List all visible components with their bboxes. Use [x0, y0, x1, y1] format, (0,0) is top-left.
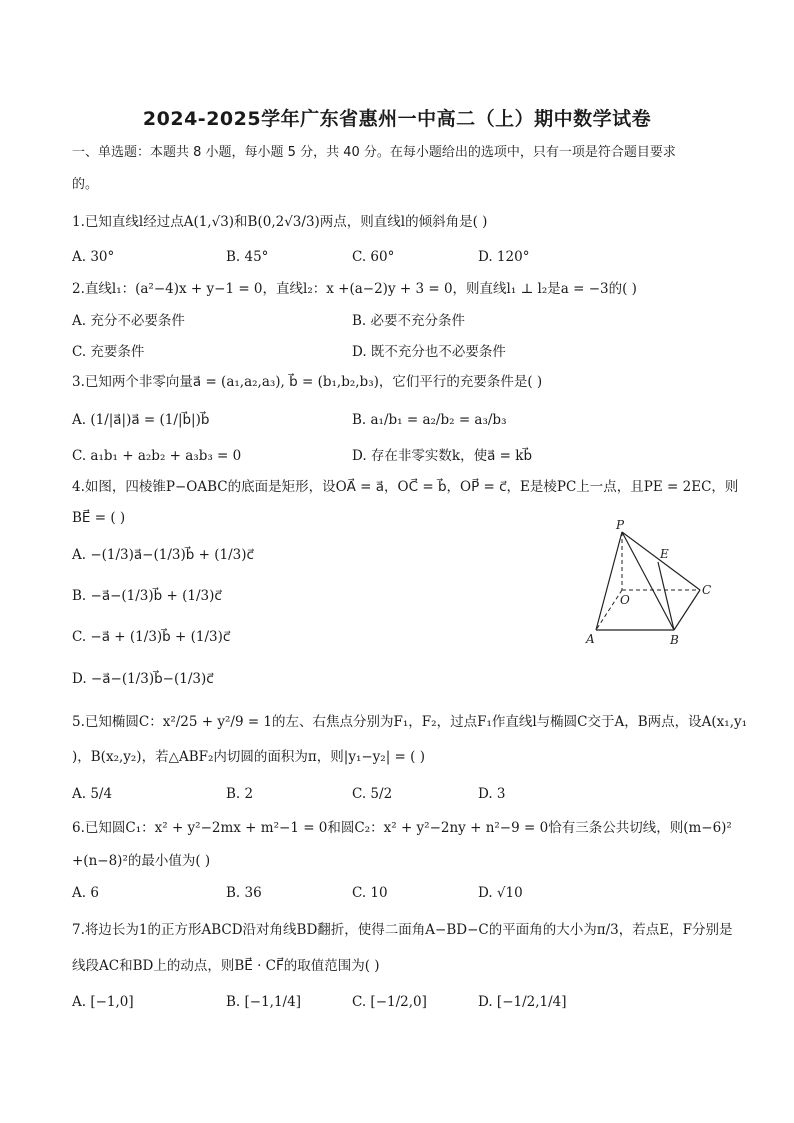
pyramid-figure	[580, 516, 720, 651]
question-7-stem-line-1: 7.将边长为1的正方形ABCD沿对角线BD翻折，使得二面角A−BD−C的平面角的大小为π/3，若点E，F分别是	[72, 922, 733, 938]
question-5-stem-line-2: )，B(x₂,y₂)，若△ABF₂内切圆的面积为π，则|y₁−y₂| = ( )	[72, 749, 425, 765]
question-1-option-b[interactable]: B. 45°	[226, 249, 269, 265]
question-3-option-a[interactable]: A. (1/|a⃗|)a⃗ = (1/|b⃗|)b⃗	[72, 412, 210, 428]
page-title: 2024-2025学年广东省惠州一中高二（上）期中数学试卷	[142, 108, 652, 130]
question-6-option-a[interactable]: A. 6	[72, 885, 99, 901]
figure-label-c: C	[702, 583, 712, 597]
question-7-option-a[interactable]: A. [−1,0]	[72, 994, 134, 1010]
question-4-option-a[interactable]: A. −(1/3)a⃗−(1/3)b⃗ + (1/3)c⃗	[72, 547, 254, 563]
question-7-option-b[interactable]: B. [−1,1/4]	[226, 994, 301, 1010]
section-instructions-line-2: 的。	[72, 177, 99, 192]
question-1-stem: 1.已知直线l经过点A(1,√3)和B(0,2√3/3)两点，则直线l的倾斜角是( )	[72, 214, 488, 230]
question-5-option-b[interactable]: B. 2	[226, 786, 254, 802]
question-6-stem-line-1: 6.已知圆C₁：x² + y²−2mx + m²−1 = 0和圆C₂：x² + y²−2ny + n²−9 = 0恰有三条公共切线，则(m−6)²	[72, 820, 732, 836]
figure-label-o: O	[620, 593, 630, 607]
question-2-option-a[interactable]: A. 充分不必要条件	[72, 313, 185, 329]
question-5-option-a[interactable]: A. 5/4	[72, 786, 113, 802]
question-2-option-b[interactable]: B. 必要不充分条件	[352, 313, 466, 329]
question-3-option-b[interactable]: B. a₁/b₁ = a₂/b₂ = a₃/b₃	[352, 412, 507, 428]
question-5-option-c[interactable]: C. 5/2	[352, 786, 393, 802]
question-4-option-c[interactable]: C. −a⃗ + (1/3)b⃗ + (1/3)c⃗	[72, 629, 231, 645]
question-7-stem-line-2: 线段AC和BD上的动点，则BE⃗ · CF⃗的取值范围为( )	[72, 958, 380, 974]
question-1-option-c[interactable]: C. 60°	[352, 249, 395, 265]
question-7-option-c[interactable]: C. [−1/2,0]	[352, 994, 427, 1010]
question-5-option-d[interactable]: D. 3	[478, 786, 506, 802]
figure-label-e: E	[660, 547, 669, 561]
question-3-option-d[interactable]: D. 存在非零实数k，使a⃗ = kb⃗	[352, 448, 533, 464]
question-4-option-b[interactable]: B. −a⃗−(1/3)b⃗ + (1/3)c⃗	[72, 588, 222, 604]
question-2-option-c[interactable]: C. 充要条件	[72, 344, 145, 360]
question-5-stem-line-1: 5.已知椭圆C：x²/25 + y²/9 = 1的左、右焦点分别为F₁，F₂，过点F₁作直线l与椭圆C交于A，B两点，设A(x₁,y₁	[72, 714, 748, 730]
question-3-stem: 3.已知两个非零向量a⃗ = (a₁,a₂,a₃), b⃗ = (b₁,b₂,b₃)，它们平行的充要条件是( )	[72, 374, 543, 390]
question-1-option-a[interactable]: A. 30°	[72, 249, 115, 265]
question-4-option-d[interactable]: D. −a⃗−(1/3)b⃗−(1/3)c⃗	[72, 671, 214, 687]
question-6-option-b[interactable]: B. 36	[226, 885, 262, 901]
question-2-option-d[interactable]: D. 既不充分也不必要条件	[352, 344, 506, 360]
figure-label-a: A	[586, 632, 595, 646]
question-4-stem-line-1: 4.如图，四棱锥P−OABC的底面是矩形，设OA⃗ = a⃗，OC⃗ = b⃗，OP⃗ = c⃗，E是棱PC上一点，且PE = 2EC，则	[72, 479, 739, 495]
question-6-stem-line-2: +(n−8)²的最小值为( )	[72, 853, 211, 869]
figure-label-p: P	[616, 518, 625, 532]
question-3-option-c[interactable]: C. a₁b₁ + a₂b₂ + a₃b₃ = 0	[72, 448, 242, 464]
question-1-option-d[interactable]: D. 120°	[478, 249, 530, 265]
section-instructions-line-1: 一、单选题：本题共 8 小题，每小题 5 分，共 40 分。在每小题给出的选项中，只有一项是符合题目要求	[72, 145, 676, 160]
question-7-option-d[interactable]: D. [−1/2,1/4]	[478, 994, 567, 1010]
question-6-option-d[interactable]: D. √10	[478, 885, 523, 901]
question-2-stem: 2.直线l₁：(a²−4)x + y−1 = 0，直线l₂：x +(a−2)y + 3 = 0，则直线l₁ ⊥ l₂是a = −3的( )	[72, 281, 637, 297]
figure-label-b: B	[670, 633, 679, 647]
question-6-option-c[interactable]: C. 10	[352, 885, 388, 901]
question-4-stem-line-2: BE⃗ = ( )	[72, 510, 126, 526]
